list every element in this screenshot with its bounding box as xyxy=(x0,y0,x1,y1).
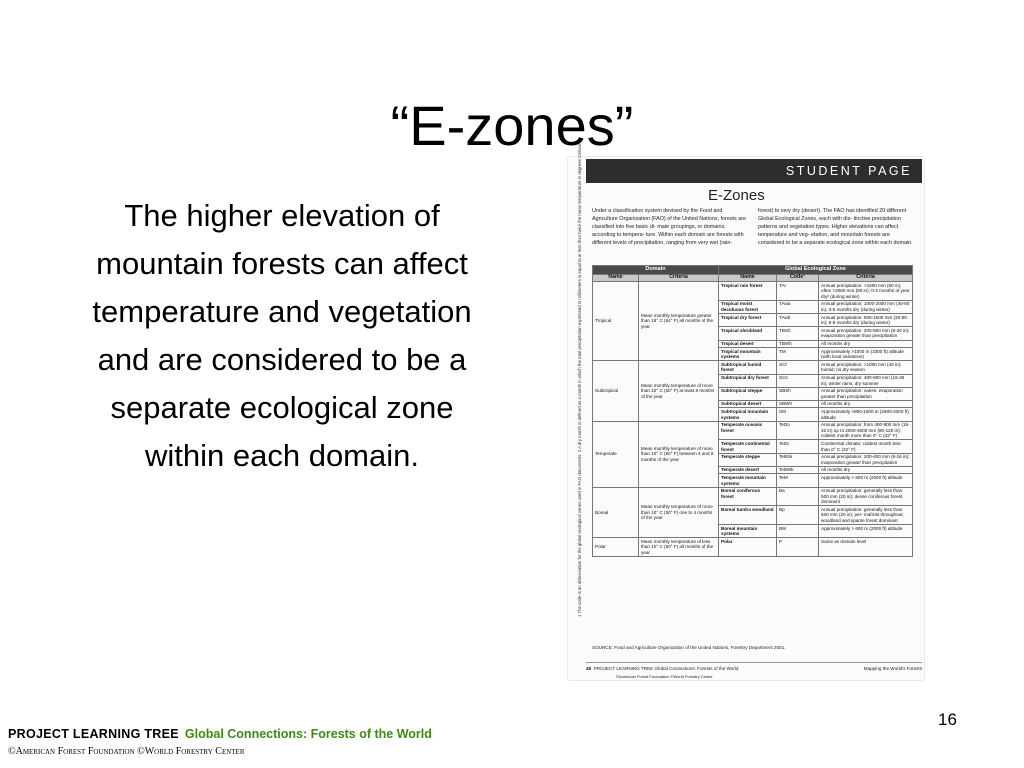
domain-name-cell: Tropical xyxy=(593,282,639,361)
zone-criteria-cell: Annual precipitation: 400-900 mm (16-36 in); winter rains, dry summer xyxy=(819,374,913,387)
footer-right-text: Mapping the World's Forests xyxy=(863,666,922,671)
zone-name-cell: Subtropical mountain systems xyxy=(719,408,777,421)
table-row xyxy=(593,538,913,557)
zone-name-cell: Boreal coniferous forest xyxy=(719,487,777,506)
intro-left-column: Under a classification system devised by the Food and Agriculture Organization (FAO) of the United Nations, forests are classified into five basic di- mate groupings, or domains, according to tempera- ture. Within each domain are forests with different levels of precipitation, ranging from very wet (rain- xyxy=(592,208,747,246)
zone-code-cell: TBSh xyxy=(777,327,819,340)
zone-criteria-cell: Same as domain level xyxy=(819,538,913,557)
footnote-text: 1 The code is an abbreviation for the global ecological zones used in FAO documents. 2 A dry month is defined as a month in which the total precipitation expressed in millimeters is equal to or less than twice the mean temperature in degrees Celsius. xyxy=(577,142,582,617)
slide-page-number: 16 xyxy=(938,710,957,729)
document-source: SOURCE: Food and Agriculture Organization of the United Nations, Forestry Department 2001. xyxy=(592,645,786,650)
footer-page-number: 48 xyxy=(586,666,592,671)
col-header-code: Code¹ xyxy=(777,274,819,282)
document-intro xyxy=(592,207,914,263)
gcf-name: Global Connections: Forests of the World xyxy=(184,727,432,741)
zone-name-cell: Subtropical humid forest xyxy=(719,361,777,374)
zone-code-cell: BM xyxy=(777,525,819,538)
domain-criteria-cell: Mean monthly temperature of more than 10° C (50° F) at least 8 months of the year xyxy=(639,361,719,421)
zone-name-cell: Tropical moist deciduous forest xyxy=(719,300,777,313)
zone-name-cell: Boreal tundra woodland xyxy=(719,506,777,525)
zone-code-cell: TM xyxy=(777,348,819,361)
zone-code-cell: SBSh xyxy=(777,387,819,400)
zone-code-cell: TAwa xyxy=(777,300,819,313)
domain-criteria-cell: Mean monthly temperature of less than 10° C (50° F) all months of the year xyxy=(639,538,719,557)
group-header-zone: Global Ecological Zone xyxy=(719,266,913,275)
domain-name-cell: Temperate xyxy=(593,421,639,487)
zone-criteria-cell: Annual precipitation: generally less than 500 mm (20 in); dense coniferous forest dominant xyxy=(819,487,913,506)
table-row xyxy=(593,282,913,301)
zone-name-cell: Tropical dry forest xyxy=(719,314,777,327)
plt-name: PROJECT LEARNING TREE xyxy=(8,727,179,741)
zone-code-cell: TeDc xyxy=(777,440,819,453)
col-header-domain-name: Name xyxy=(593,274,639,282)
zone-code-cell: TeDo xyxy=(777,421,819,440)
footer-page-and-title xyxy=(586,666,738,671)
zone-code-cell: TeBWk xyxy=(777,466,819,474)
zone-criteria-cell: Annual precipitation: 500-1500 mm (20-60 in); 5-8 months dry (during winter) xyxy=(819,314,913,327)
zone-criteria-cell: Annual precipitation: 1000-2000 mm (40-80 in); 3-5 months dry (during winter) xyxy=(819,300,913,313)
zone-criteria-cell: Approximately > 600 m (2000 ft) altitude xyxy=(819,525,913,538)
zone-code-cell: SBWh xyxy=(777,400,819,408)
zone-criteria-cell: Continental climate; coldest month less than 0° C (32° F) xyxy=(819,440,913,453)
ezones-table-body xyxy=(593,282,913,557)
domain-name-cell: Boreal xyxy=(593,487,639,538)
zone-criteria-cell: Annual precipitation: 200-400 mm (8-16 in); evaporation greater than precipitation xyxy=(819,453,913,466)
domain-name-cell: Subtropical xyxy=(593,361,639,421)
zone-name-cell: Tropical mountain systems xyxy=(719,348,777,361)
zone-criteria-cell: All months dry xyxy=(819,340,913,348)
zone-criteria-cell: Annual precipitation: from 400-900 mm (16-32 in) up to 2000-3000 mm (80-120 in); coldest month more than 0° C (32° F) xyxy=(819,421,913,440)
ezones-table xyxy=(592,265,913,557)
zone-criteria-cell: All months dry xyxy=(819,466,913,474)
zone-criteria-cell: Annual precipitation: varies; evaporation greater than precipitation xyxy=(819,387,913,400)
zone-name-cell: Subtropical desert xyxy=(719,400,777,408)
student-page-image xyxy=(568,142,924,680)
zone-name-cell: Tropical rain forest xyxy=(719,282,777,301)
table-row xyxy=(593,487,913,506)
zone-code-cell: TAwb xyxy=(777,314,819,327)
footer-left-text: PROJECT LEARNING TREE Global Connections: Forests of the World xyxy=(593,666,739,671)
zone-criteria-cell: Approximately > 800 m (2600 ft) altitude xyxy=(819,474,913,487)
domain-criteria-cell: Mean monthly temperature of more than 10° C (50° F) one to 4 months of the year xyxy=(639,487,719,538)
zone-name-cell: Temperate desert xyxy=(719,466,777,474)
slide-body-text: The higher elevation of mountain forests can affect temperature and vegetation and are considered to be a separate ecological zone within each domain. xyxy=(92,198,472,473)
student-page-header: STUDENT PAGE xyxy=(586,159,922,183)
zone-code-cell: SM xyxy=(777,408,819,421)
zone-criteria-cell: Annual precipitation: >1500 mm (60 in); often >2000 mm (80 in); 0-3 months of year dry² (during winter) xyxy=(819,282,913,301)
document-footer xyxy=(586,662,922,679)
zone-criteria-cell: Annual precipitation: generally less than 500 mm (20 in); per- mafrost throughout; woodland and sparse forest dominant xyxy=(819,506,913,525)
col-header-domain-criteria: Criteria xyxy=(639,274,719,282)
col-header-zone-criteria: Criteria xyxy=(819,274,913,282)
zone-code-cell: Ba xyxy=(777,487,819,506)
group-header-domain: Domain xyxy=(593,266,719,275)
zone-name-cell: Tropical desert xyxy=(719,340,777,348)
domain-criteria-cell: Mean monthly temperature greater than 18° C (64° F) all months of the year xyxy=(639,282,719,361)
zone-code-cell: P xyxy=(777,538,819,557)
sponsors-text: ©American Forest Foundation ©World Forestry Center xyxy=(8,746,245,757)
zone-criteria-cell: All months dry xyxy=(819,400,913,408)
table-row xyxy=(593,421,913,440)
zone-code-cell: TBWh xyxy=(777,340,819,348)
col-header-zone-name: Name xyxy=(719,274,777,282)
table-row xyxy=(593,361,913,374)
zone-criteria-cell: Annual precipitation: >1000 mm (40 in); humid; no dry season xyxy=(819,361,913,374)
zone-name-cell: Boreal mountain systems xyxy=(719,525,777,538)
zone-name-cell: Subtropical steppe xyxy=(719,387,777,400)
footnote-vertical xyxy=(568,142,586,617)
zone-code-cell: Bp xyxy=(777,506,819,525)
zone-name-cell: Temperate steppe xyxy=(719,453,777,466)
zone-code-cell: TeBSk xyxy=(777,453,819,466)
zone-code-cell: SCf xyxy=(777,361,819,374)
zone-code-cell: SCs xyxy=(777,374,819,387)
zone-code-cell: TAr xyxy=(777,282,819,301)
plt-logo-text xyxy=(8,727,432,741)
zone-criteria-cell: Approximately >1000 m (3300 ft) altitude (with local variations) xyxy=(819,348,913,361)
zone-name-cell: Temperate mountain systems xyxy=(719,474,777,487)
zone-criteria-cell: Approximately >800-1000 m (2600-3300 ft) altitude xyxy=(819,408,913,421)
zone-name-cell: Temperate continental forest xyxy=(719,440,777,453)
footer-sponsors: ©American Forest Foundation ©World Forestry Center xyxy=(616,674,713,679)
zone-criteria-cell: Annual precipitation: 200-500 mm (8-20 in); evaporation greater than precipitation xyxy=(819,327,913,340)
zone-name-cell: Subtropical dry forest xyxy=(719,374,777,387)
zone-name-cell: Temperate oceanic forest xyxy=(719,421,777,440)
domain-criteria-cell: Mean monthly temperature of more than 10° C (50° F) between 4 and 8 months of the year xyxy=(639,421,719,487)
domain-name-cell: Polar xyxy=(593,538,639,557)
zone-code-cell: TeM xyxy=(777,474,819,487)
slide-title: “E-zones” xyxy=(390,93,634,157)
document-title: E-Zones xyxy=(708,187,765,204)
zone-name-cell: Polar xyxy=(719,538,777,557)
intro-right-column: forest) to very dry (desert). The FAO has identified 20 different Global Ecological Zones, each with dis- tinctive precipitation patterns and vegetation types. Higher elevations can affect temperature and veg- etation, and mountain forests are considered to be a separate ecological zone within each domain. xyxy=(758,208,913,246)
zone-name-cell: Tropical shrubland xyxy=(719,327,777,340)
